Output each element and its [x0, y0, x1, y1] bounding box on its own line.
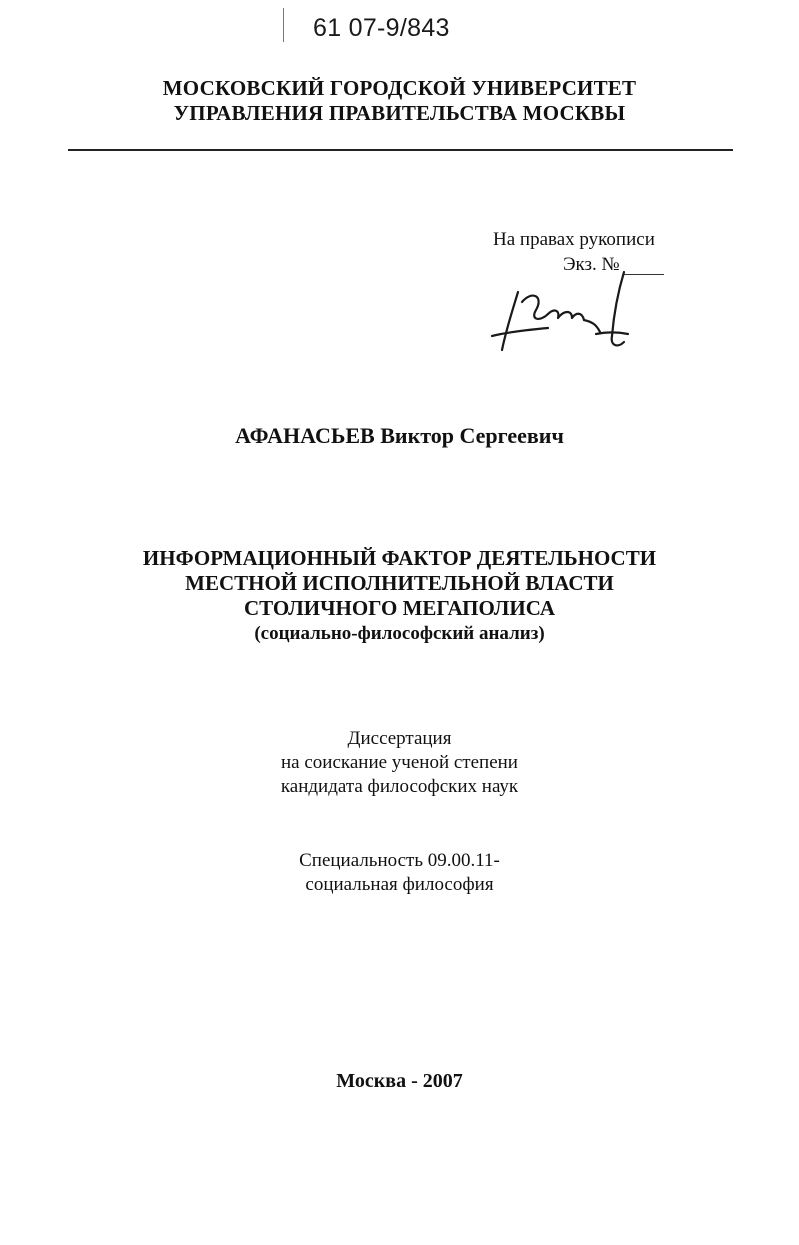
- author-name: АФАНАСЬЕВ Виктор Сергеевич: [235, 423, 564, 448]
- university-name: [0, 76, 799, 126]
- signature-stroke-3: [522, 296, 548, 319]
- dissertation-title: [0, 546, 799, 646]
- signature-stroke-4: [548, 311, 584, 320]
- signature-stroke-8: [612, 336, 624, 345]
- signature-stroke-5: [584, 320, 600, 332]
- title-line-1: ИНФОРМАЦИОННЫЙ ФАКТОР ДЕЯТЕЛЬНОСТИ: [142, 546, 657, 570]
- signature-stroke-6: [612, 272, 624, 336]
- copy-number-label: Экз. №: [563, 254, 620, 275]
- title-line-2: МЕСТНОЙ ИСПОЛНИТЕЛЬНОЙ ВЛАСТИ: [185, 571, 614, 595]
- degree-line-2: на соискание ученой степени: [281, 752, 518, 773]
- degree-line-3: кандидата философских наук: [280, 776, 519, 797]
- title-subtitle: (социально-философский анализ): [254, 623, 545, 644]
- signature-stroke-2: [492, 328, 548, 336]
- university-name-line-2: УПРАВЛЕНИЯ ПРАВИТЕЛЬСТВА МОСКВЫ: [173, 101, 626, 125]
- speciality-line-1: Специальность 09.00.11-: [299, 850, 500, 871]
- dissertation-degree: [0, 727, 799, 799]
- university-name-line-1: МОСКОВСКИЙ ГОРОДСКОЙ УНИВЕРСИТЕТ: [162, 76, 637, 100]
- manuscript-rights-label: На правах рукописи: [493, 229, 655, 250]
- author-signature: [488, 262, 638, 362]
- city-year: Москва - 2007: [336, 1070, 463, 1092]
- speciality-line-2: социальная философия: [305, 874, 494, 895]
- header-divider: [68, 149, 733, 151]
- stamp-margin-line: [283, 8, 284, 42]
- title-line-3: СТОЛИЧНОГО МЕГАПОЛИСА: [243, 596, 556, 620]
- library-stamp-code: 61 07-9/843: [313, 14, 450, 42]
- signature-stroke-1: [502, 292, 518, 350]
- degree-line-1: Диссертация: [347, 728, 452, 749]
- speciality: [0, 849, 799, 897]
